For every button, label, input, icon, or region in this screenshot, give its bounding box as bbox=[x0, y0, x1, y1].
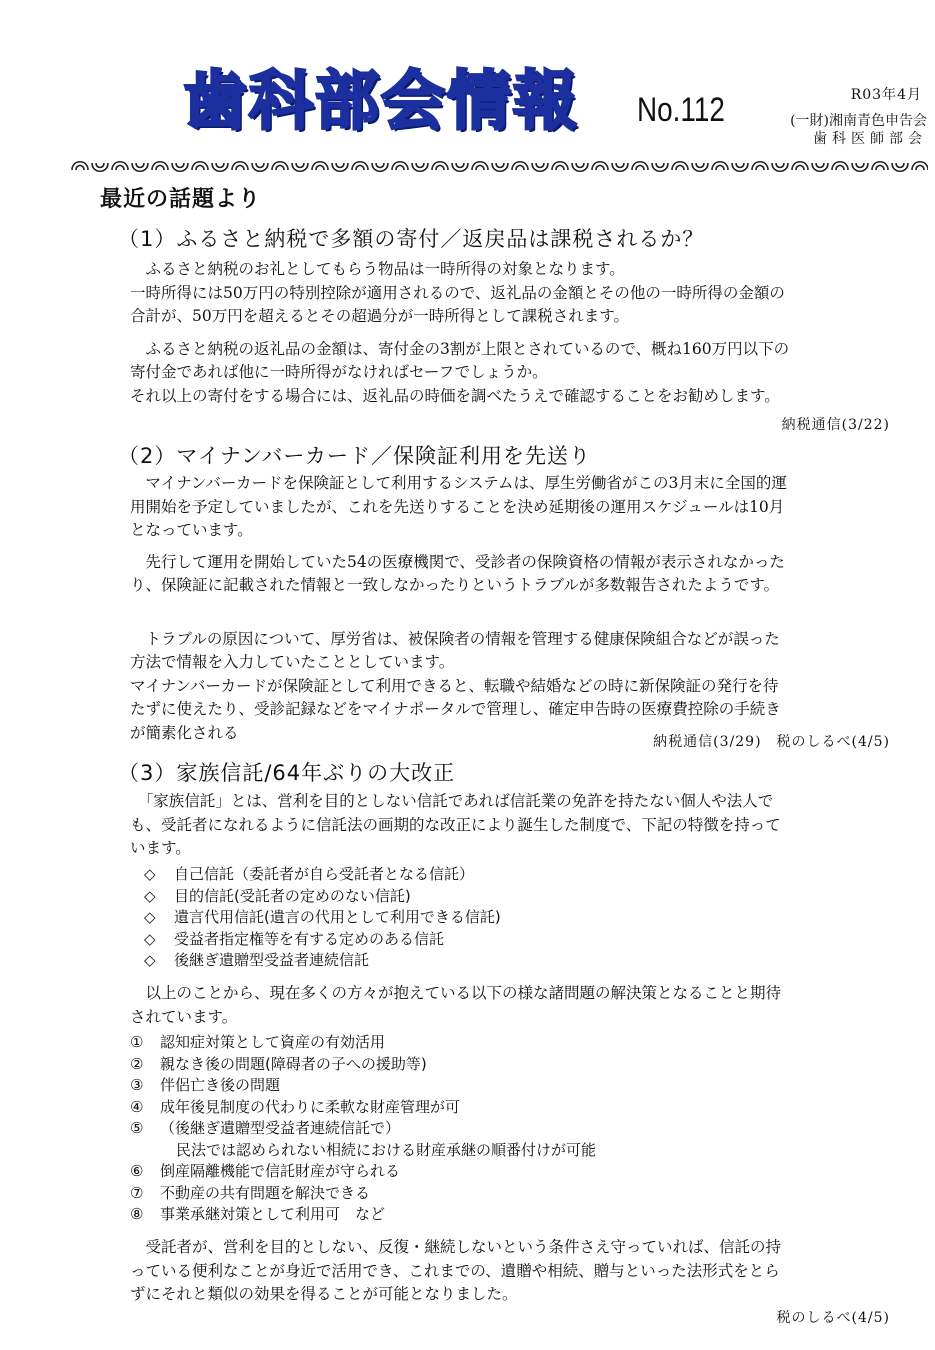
paragraph-line: ふるさと納税の返礼品の金額は、寄付金の3割が上限とされているので、概ね160万円以下の bbox=[130, 339, 790, 358]
ornament-wave bbox=[792, 162, 808, 170]
ornament-wave bbox=[192, 162, 208, 170]
ornament-wave bbox=[592, 162, 608, 170]
newsletter-header bbox=[0, 0, 935, 150]
list-item: ② 親なき後の問題(障碍者の子への援助等) bbox=[130, 1054, 427, 1073]
ornament-wave bbox=[732, 163, 748, 171]
issue-number: No.112 bbox=[637, 91, 725, 129]
newsletter-title: 歯科部会情報 bbox=[183, 65, 579, 139]
ornament-wave bbox=[912, 162, 928, 170]
ornament-wave bbox=[112, 162, 128, 170]
ornament-wave bbox=[212, 163, 228, 171]
list-item: ⑥ 倒産隔離機能で信託財産が守られる bbox=[130, 1162, 401, 1180]
article-1-source: 納税通信(3/22) bbox=[781, 417, 890, 433]
ornament-wave bbox=[552, 162, 568, 170]
article-3-source: 税のしるべ(4/5) bbox=[776, 1310, 890, 1326]
ornament-wave bbox=[572, 163, 588, 171]
ornament-wave bbox=[372, 163, 388, 171]
ornament-wave bbox=[232, 162, 248, 170]
paragraph-line: 合計が、50万円を超えるとその超過分が一時所得として課税されます。 bbox=[130, 307, 629, 325]
paragraph-line: マイナンバーカードが保険証として利用できると、転職や結婚などの時に新保険証の発行を待 bbox=[130, 676, 779, 695]
list-item: ① 認知症対策として資産の有効活用 bbox=[130, 1033, 386, 1051]
ornament-wave bbox=[152, 162, 168, 170]
list-item: ◇ 自己信託（委託者が自ら受託者となる信託） bbox=[130, 864, 501, 886]
ornament-wave bbox=[352, 162, 368, 170]
section-heading: 最近の話題より bbox=[100, 187, 262, 212]
list-item: ◇ 後継ぎ遺贈型受益者連続信託 bbox=[130, 950, 501, 972]
paragraph-line: います。 bbox=[130, 839, 191, 857]
ornament-wave bbox=[812, 163, 828, 171]
list-item: 民法では認められない相続における財産承継の順番付けが可能 bbox=[176, 1140, 597, 1159]
article-2-body bbox=[130, 472, 890, 745]
ornament-wave bbox=[492, 163, 508, 171]
ornament-wave bbox=[872, 162, 888, 170]
article-2-source: 納税通信(3/29) 税のしるべ(4/5) bbox=[653, 734, 890, 750]
article-3-closing bbox=[130, 1236, 890, 1307]
diamond-bullet-icon: ◇ bbox=[144, 951, 156, 969]
ornament-wave bbox=[512, 162, 528, 170]
ornament-wave bbox=[172, 163, 188, 171]
paragraph-line: り、保険証に記載された情報と一致しなかったりというトラブルが多数報告されたようです。 bbox=[130, 576, 780, 594]
feature-list bbox=[130, 864, 501, 972]
list-item: ④ 成年後見制度の代わりに柔軟な財産管理が可 bbox=[130, 1097, 461, 1116]
ornament-wave bbox=[692, 163, 708, 171]
publisher-department: 歯科医師部会 bbox=[813, 131, 927, 147]
ornament-wave bbox=[752, 162, 768, 170]
paragraph-line: たずに使えたり、受診記録などをマイナポータルで管理し、確定申告時の医療費控除の手続き bbox=[130, 700, 781, 718]
article-3-title: （3）家族信託/64年ぶりの大改正 bbox=[118, 761, 456, 785]
ornament-wave bbox=[712, 162, 728, 170]
article-3-intro bbox=[130, 790, 890, 861]
ornament-wave bbox=[832, 162, 848, 170]
diamond-bullet-icon: ◇ bbox=[144, 929, 156, 948]
list-item: ◇ 受益者指定権等を有する定めのある信託 bbox=[130, 929, 501, 951]
article-3-middle bbox=[130, 982, 890, 1029]
ornament-wave bbox=[332, 163, 348, 171]
paragraph-line: 方法で情報を入力していたこととしています。 bbox=[130, 653, 455, 671]
paragraph-line: 寄付金であれば他に一時所得がなければセーフでしょうか。 bbox=[130, 363, 548, 381]
diamond-bullet-icon: ◇ bbox=[144, 865, 156, 883]
ornament-wave bbox=[312, 162, 328, 170]
ornament-wave bbox=[472, 162, 488, 170]
paragraph-line: 以上のことから、現在多くの方々が抱えている以下の様な諸問題の解決策となることと期待 bbox=[130, 984, 782, 1002]
wave-ornament-icon bbox=[70, 155, 928, 177]
ornament-wave bbox=[132, 163, 148, 171]
paragraph-line: が簡素化される bbox=[130, 723, 239, 742]
ornament-wave bbox=[772, 163, 788, 171]
ornament-wave bbox=[632, 162, 648, 170]
paragraph-line: 用開始を予定していましたが、これを先送りすることを決め延期後の運用スケジュールは10月 bbox=[130, 497, 785, 516]
ornament-wave bbox=[392, 162, 408, 170]
paragraph-line: 先行して運用を開始していた54の医療機関で、受診者の保険資格の情報が表示されなかった bbox=[130, 552, 785, 571]
list-item: ◇ 遺言代用信託(遺言の代用として利用できる信託) bbox=[130, 907, 501, 929]
list-item: ⑦ 不動産の共有問題を解決できる bbox=[130, 1183, 371, 1202]
list-item: ⑧ 事業承継対策として利用可 など bbox=[130, 1205, 386, 1223]
ornament-wave bbox=[892, 163, 908, 171]
paragraph-line: となっています。 bbox=[130, 521, 253, 539]
issue-date: R03年4月 bbox=[850, 87, 922, 103]
ornament-wave bbox=[272, 162, 288, 170]
article-2-title: （2）マイナンバーカード／保険証利用を先送り bbox=[118, 444, 591, 468]
paragraph-line: 「家族信託」とは、営利を目的としない信託であれば信託業の免許を持たない個人や法人で bbox=[130, 792, 774, 810]
diamond-bullet-icon: ◇ bbox=[144, 908, 156, 926]
paragraph-line: も、受託者になれるように信託法の画期的な改正により誕生した制度で、下記の特徴を持って bbox=[130, 815, 781, 834]
article-1-body bbox=[130, 258, 890, 408]
ornament-wave bbox=[92, 163, 108, 171]
paragraph-line: 受託者が、営利を目的としない、反復・継続しないという条件さえ守っていれば、信託の持 bbox=[130, 1238, 782, 1256]
paragraph-line: 一時所得には50万円の特別控除が適用されるので、返礼品の金額とその他の一時所得の金額の bbox=[130, 283, 785, 302]
diamond-bullet-icon: ◇ bbox=[144, 886, 156, 905]
ornament-wave bbox=[452, 163, 468, 171]
paragraph-line: ずにそれと類似の効果を得ることが可能となりました。 bbox=[130, 1285, 518, 1303]
problem-list bbox=[130, 1032, 596, 1226]
publisher-organization: (一財)湘南青色申告会 bbox=[790, 113, 927, 129]
ornament-wave bbox=[672, 162, 688, 170]
ornament-wave bbox=[432, 162, 448, 170]
paragraph-line: ふるさと納税のお礼としてもらう物品は一時所得の対象となります。 bbox=[130, 260, 625, 278]
paragraph-line: それ以上の寄付をする場合には、返礼品の時価を調べたうえで確認することをお勧めします。 bbox=[130, 386, 780, 405]
ornament-wave bbox=[412, 163, 428, 171]
ornament-wave bbox=[72, 162, 88, 170]
list-item: ◇ 目的信託(受託者の定めのない信託) bbox=[130, 886, 501, 908]
article-1-title: （1）ふるさと納税で多額の寄付／返戻品は課税されるか？ bbox=[118, 227, 705, 251]
ornament-wave bbox=[612, 163, 628, 171]
list-item: ③ 伴侶亡き後の問題 bbox=[130, 1076, 281, 1094]
paragraph-line: トラブルの原因について、厚労省は、被保険者の情報を管理する健康保険組合などが誤った bbox=[130, 629, 780, 648]
ornament-wave bbox=[292, 163, 308, 171]
paragraph-line: っている便利なことが身近で活用でき、これまでの、遺贈や相続、贈与といった法形式をとら bbox=[130, 1261, 780, 1280]
ornament-wave bbox=[532, 163, 548, 171]
paragraph-line: マイナンバーカードを保険証として利用するシステムは、厚生労働省がこの3月末に全国的運 bbox=[130, 474, 787, 492]
list-item: ⑤ （後継ぎ遺贈型受益者連続信託で） bbox=[130, 1119, 401, 1137]
paragraph-line: されています。 bbox=[130, 1007, 238, 1026]
ornament-wave bbox=[252, 163, 268, 171]
ornament-wave bbox=[852, 163, 868, 171]
ornament-wave bbox=[652, 163, 668, 171]
